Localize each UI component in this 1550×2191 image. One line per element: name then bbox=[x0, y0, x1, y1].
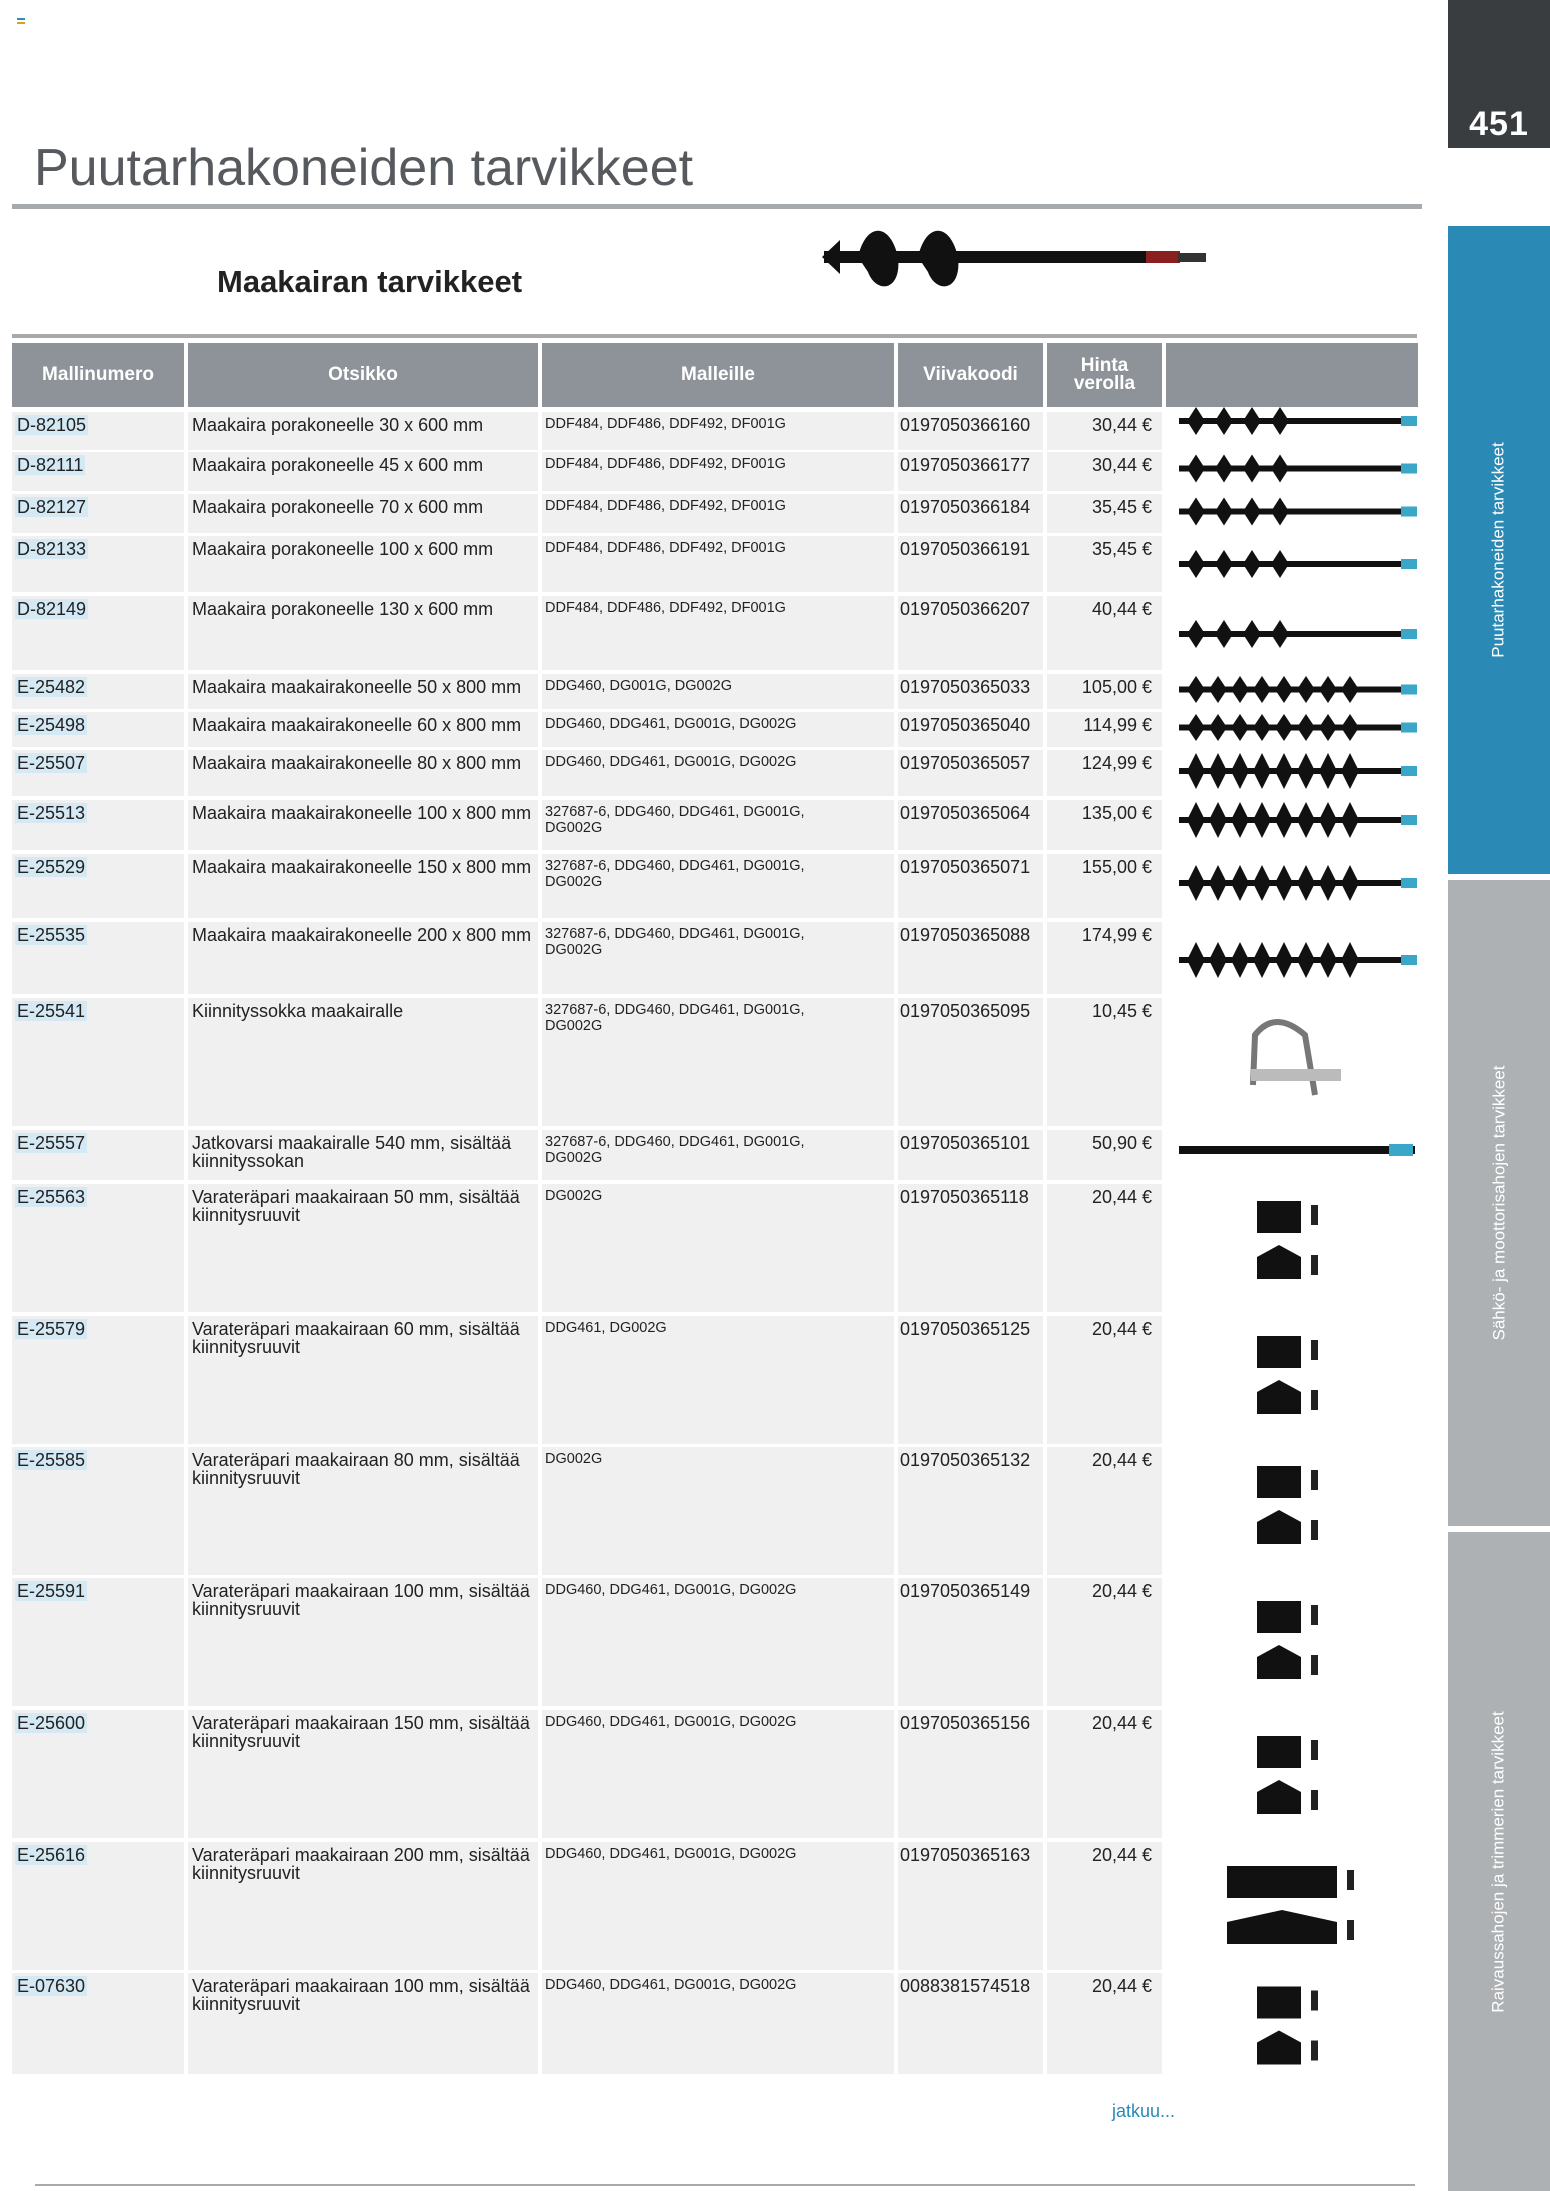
product-price: 174,99 € bbox=[1081, 925, 1152, 945]
product-price: 40,44 € bbox=[1091, 599, 1152, 619]
product-code-label: D-82149 bbox=[17, 599, 87, 619]
column-header-model-number: Mallinumero bbox=[12, 343, 184, 407]
column-header-barcode: Viivakoodi bbox=[898, 343, 1043, 407]
product-barcode: 0197050365040 bbox=[900, 715, 1031, 735]
product-barcode: 0197050365101 bbox=[900, 1133, 1031, 1153]
side-tab-chainsaw-accessories[interactable]: Sähkö- ja moottorisahojen tarvikkeet bbox=[1448, 880, 1550, 1526]
blade-set-icon bbox=[1165, 1980, 1427, 2081]
product-code bbox=[15, 1714, 90, 1732]
product-code-label: D-82105 bbox=[17, 415, 87, 435]
product-barcode: 0197050365071 bbox=[900, 857, 1031, 877]
product-code-label: E-25529 bbox=[17, 857, 86, 877]
compatible-models: DDG460, DDG461, DG001G, DG002G bbox=[545, 754, 797, 770]
product-title: Maakaira porakoneelle 30 x 600 mm bbox=[192, 415, 484, 435]
compatible-models: DDF484, DDF486, DDF492, DF001G bbox=[545, 456, 786, 472]
product-title: Maakaira maakairakoneelle 150 x 800 mm bbox=[192, 857, 532, 877]
auger-large-icon bbox=[1165, 672, 1427, 707]
product-title: Kiinnityssokka maakairalle bbox=[192, 1001, 404, 1021]
product-price: 20,44 € bbox=[1091, 1319, 1152, 1339]
blade-pair-icon bbox=[1165, 1185, 1427, 1305]
column-divider bbox=[538, 412, 542, 2074]
column-header-models: Malleille bbox=[542, 343, 894, 407]
product-price: 10,45 € bbox=[1091, 1001, 1152, 1021]
side-tab-garden-accessories[interactable]: Puutarhakoneiden tarvikkeet bbox=[1448, 226, 1550, 874]
compatible-models: DDF484, DDF486, DDF492, DF001G bbox=[545, 416, 786, 432]
blade-pair-wide-icon bbox=[1165, 1850, 1427, 1970]
product-barcode: 0197050365095 bbox=[900, 1001, 1031, 1021]
product-code bbox=[15, 858, 90, 876]
compatible-models: DDG460, DG001G, DG002G bbox=[545, 678, 732, 694]
table-top-divider bbox=[12, 334, 1417, 338]
compatible-models: 327687-6, DDG460, DDG461, DG001G, DG002G bbox=[545, 1002, 805, 1034]
product-price: 35,45 € bbox=[1091, 497, 1152, 517]
product-barcode: 0197050365033 bbox=[900, 677, 1031, 697]
product-barcode: 0197050365163 bbox=[900, 1845, 1031, 1865]
product-code bbox=[15, 1451, 90, 1469]
product-title: Maakaira maakairakoneelle 50 x 800 mm bbox=[192, 677, 522, 697]
product-title: Maakaira porakoneelle 130 x 600 mm bbox=[192, 599, 494, 619]
product-code bbox=[15, 754, 90, 772]
lynch-pin-icon bbox=[1165, 1005, 1427, 1125]
product-code bbox=[15, 1134, 90, 1152]
product-title: Varateräpari maakairaan 200 mm, sisältää kiinnitysruuvit bbox=[192, 1845, 530, 1883]
product-code-label: E-25557 bbox=[17, 1133, 86, 1153]
product-barcode: 0197050365118 bbox=[900, 1187, 1029, 1207]
product-barcode: 0197050365088 bbox=[900, 925, 1031, 945]
product-price: 35,45 € bbox=[1091, 539, 1152, 559]
product-title: Varateräpari maakairaan 100 mm, sisältää kiinnitysruuvit bbox=[192, 1976, 530, 2014]
product-code-label: E-25579 bbox=[17, 1319, 86, 1339]
product-code-label: E-25513 bbox=[17, 803, 86, 823]
product-code bbox=[15, 926, 90, 944]
bottom-divider bbox=[35, 2184, 1415, 2186]
product-code-label: D-82127 bbox=[17, 497, 87, 517]
compatible-models: DDG460, DDG461, DG001G, DG002G bbox=[545, 1582, 797, 1598]
blade-pair-icon bbox=[1165, 1720, 1427, 1840]
product-code-label: E-25541 bbox=[17, 1001, 86, 1021]
product-code bbox=[15, 1320, 90, 1338]
page-number-tab bbox=[1448, 0, 1550, 148]
product-code bbox=[15, 416, 90, 434]
product-code bbox=[15, 1002, 90, 1020]
extension-rod-icon bbox=[1165, 1125, 1427, 1175]
product-code bbox=[15, 678, 90, 696]
compatible-models: DDF484, DDF486, DDF492, DF001G bbox=[545, 600, 786, 616]
product-code-label: E-25591 bbox=[17, 1581, 86, 1601]
compatible-models: DDG460, DDG461, DG001G, DG002G bbox=[545, 1977, 797, 1993]
product-barcode: 0197050365064 bbox=[900, 803, 1031, 823]
product-price: 20,44 € bbox=[1091, 1581, 1152, 1601]
product-price: 20,44 € bbox=[1091, 1713, 1152, 1733]
product-code-label: E-25600 bbox=[17, 1713, 86, 1733]
compatible-models: DDG460, DDG461, DG001G, DG002G bbox=[545, 1846, 797, 1862]
product-code bbox=[15, 804, 90, 822]
compatible-models: 327687-6, DDG460, DDG461, DG001G, DG002G bbox=[545, 858, 805, 890]
product-price: 20,44 € bbox=[1091, 1845, 1152, 1865]
product-code-label: E-25535 bbox=[17, 925, 86, 945]
page-number: 451 bbox=[1469, 105, 1529, 143]
product-title: Varateräpari maakairaan 100 mm, sisältää kiinnitysruuvit bbox=[192, 1581, 530, 1619]
product-title: Maakaira porakoneelle 45 x 600 mm bbox=[192, 455, 484, 475]
product-price: 20,44 € bbox=[1091, 1450, 1152, 1470]
product-code bbox=[15, 600, 90, 618]
compatible-models: DG002G bbox=[545, 1188, 603, 1204]
product-code bbox=[15, 1977, 90, 1995]
column-divider bbox=[184, 412, 188, 2074]
auger-small-icon bbox=[1165, 492, 1427, 531]
product-code bbox=[15, 456, 90, 474]
blade-pair-icon bbox=[1165, 1585, 1427, 1705]
compatible-models: 327687-6, DDG460, DDG461, DG001G, DG002G bbox=[545, 804, 805, 836]
product-title: Varateräpari maakairaan 150 mm, sisältää kiinnitysruuvit bbox=[192, 1713, 530, 1751]
product-title: Maakaira porakoneelle 70 x 600 mm bbox=[192, 497, 484, 517]
product-price: 30,44 € bbox=[1091, 455, 1152, 475]
product-price: 30,44 € bbox=[1091, 415, 1152, 435]
side-tab-brushcutter-accessories[interactable]: Raivaussahojen ja trimmerien tarvikkeet bbox=[1448, 1532, 1550, 2191]
product-title: Maakaira porakoneelle 100 x 600 mm bbox=[192, 539, 494, 559]
column-header-image bbox=[1166, 343, 1418, 407]
compatible-models: DDG460, DDG461, DG001G, DG002G bbox=[545, 716, 797, 732]
auger-large-icon bbox=[1165, 748, 1427, 794]
product-title: Jatkovarsi maakairalle 540 mm, sisältää kiinnityssokan bbox=[192, 1133, 512, 1171]
compatible-models: DDG461, DG002G bbox=[545, 1320, 667, 1336]
product-barcode: 0197050365057 bbox=[900, 753, 1031, 773]
product-code-label: E-25482 bbox=[17, 677, 86, 697]
product-price: 124,99 € bbox=[1081, 753, 1152, 773]
auger-small-icon bbox=[1165, 449, 1427, 488]
product-barcode: 0197050365149 bbox=[900, 1581, 1031, 1601]
compatible-models: 327687-6, DDG460, DDG461, DG001G, DG002G bbox=[545, 926, 805, 958]
product-code-label: E-25585 bbox=[17, 1450, 86, 1470]
product-barcode: 0197050366184 bbox=[900, 497, 1031, 517]
product-code-label: D-82111 bbox=[17, 455, 84, 475]
product-price: 135,00 € bbox=[1081, 803, 1152, 823]
corner-mark bbox=[17, 18, 25, 24]
product-barcode: 0197050365156 bbox=[900, 1713, 1031, 1733]
product-title: Maakaira maakairakoneelle 80 x 800 mm bbox=[192, 753, 522, 773]
product-barcode: 0197050366207 bbox=[900, 599, 1031, 619]
product-barcode: 0088381574518 bbox=[900, 1976, 1031, 1996]
product-title: Maakaira maakairakoneelle 60 x 800 mm bbox=[192, 715, 522, 735]
auger-large-icon bbox=[1165, 851, 1427, 915]
continue-link[interactable]: jatkuu... bbox=[1112, 2101, 1176, 2121]
compatible-models: DG002G bbox=[545, 1451, 603, 1467]
auger-small-icon bbox=[1165, 597, 1427, 671]
compatible-models: DDF484, DDF486, DDF492, DF001G bbox=[545, 498, 786, 514]
product-title: Maakaira maakairakoneelle 200 x 800 mm bbox=[192, 925, 532, 945]
product-price: 20,44 € bbox=[1091, 1187, 1152, 1207]
earth-auger-icon bbox=[818, 222, 1208, 298]
product-barcode: 0197050365125 bbox=[900, 1319, 1031, 1339]
auger-small-icon bbox=[1165, 402, 1427, 440]
auger-large-icon bbox=[1165, 795, 1427, 845]
compatible-models: DDF484, DDF486, DDF492, DF001G bbox=[545, 540, 786, 556]
product-title: Varateräpari maakairaan 60 mm, sisältää kiinnitysruuvit bbox=[192, 1319, 520, 1357]
product-price: 50,90 € bbox=[1091, 1133, 1152, 1153]
page-title: Puutarhakoneiden tarvikkeet bbox=[34, 139, 694, 197]
product-title: Varateräpari maakairaan 80 mm, sisältää kiinnitysruuvit bbox=[192, 1450, 520, 1488]
product-barcode: 0197050365132 bbox=[900, 1450, 1031, 1470]
product-price: 105,00 € bbox=[1081, 677, 1152, 697]
column-divider bbox=[1043, 412, 1047, 2074]
auger-large-icon bbox=[1165, 924, 1427, 996]
product-code bbox=[15, 1188, 90, 1206]
product-code bbox=[15, 716, 90, 734]
product-title: Maakaira maakairakoneelle 100 x 800 mm bbox=[192, 803, 532, 823]
product-code-label: E-25507 bbox=[17, 753, 86, 773]
product-code bbox=[15, 1582, 90, 1600]
auger-large-icon bbox=[1165, 710, 1427, 745]
product-code-label: E-25563 bbox=[17, 1187, 86, 1207]
product-price: 114,99 € bbox=[1083, 715, 1152, 735]
product-code bbox=[15, 498, 90, 516]
title-divider bbox=[12, 204, 1422, 209]
blade-pair-icon bbox=[1165, 1320, 1427, 1440]
column-header-price: Hinta verolla bbox=[1047, 343, 1162, 407]
compatible-models: 327687-6, DDG460, DDG461, DG001G, DG002G bbox=[545, 1134, 805, 1166]
section-title: Maakairan tarvikkeet bbox=[217, 264, 523, 299]
product-code-label: E-25616 bbox=[17, 1845, 86, 1865]
product-price: 20,44 € bbox=[1091, 1976, 1152, 1996]
product-code-label: E-07630 bbox=[17, 1976, 86, 1996]
product-barcode: 0197050366177 bbox=[900, 455, 1031, 475]
column-divider bbox=[894, 412, 898, 2074]
product-code bbox=[15, 540, 90, 558]
blade-pair-icon bbox=[1165, 1450, 1427, 1570]
product-barcode: 0197050366160 bbox=[900, 415, 1031, 435]
product-code bbox=[15, 1846, 90, 1864]
product-price: 155,00 € bbox=[1081, 857, 1152, 877]
product-barcode: 0197050366191 bbox=[900, 539, 1031, 559]
product-title: Varateräpari maakairaan 50 mm, sisältää kiinnitysruuvit bbox=[192, 1187, 520, 1225]
product-code-label: D-82133 bbox=[17, 539, 87, 559]
compatible-models: DDG460, DDG461, DG001G, DG002G bbox=[545, 1714, 797, 1730]
product-code-label: E-25498 bbox=[17, 715, 86, 735]
auger-small-icon bbox=[1165, 536, 1427, 592]
column-header-title: Otsikko bbox=[188, 343, 538, 407]
